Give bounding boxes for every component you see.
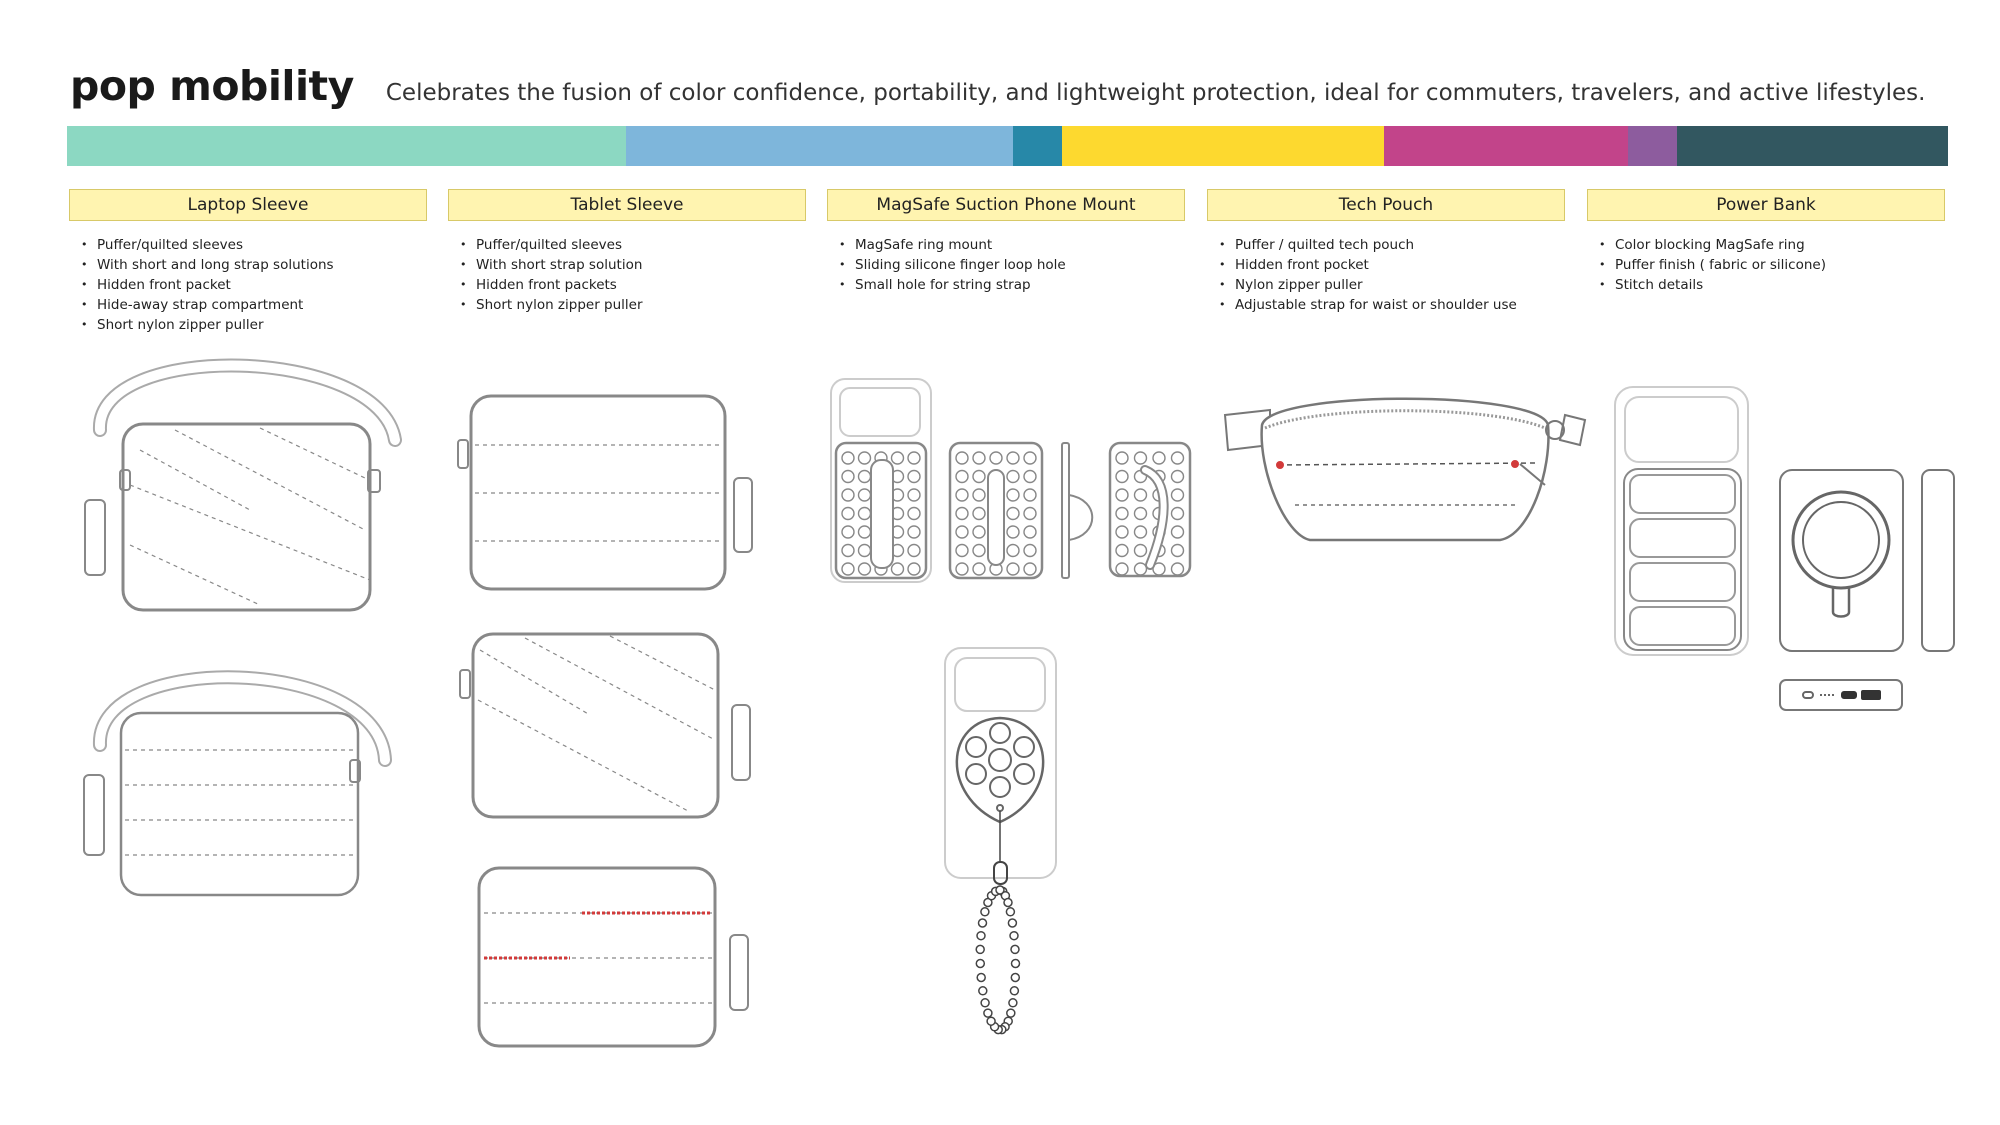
feature-item: • Puffer / quilted tech pouch xyxy=(1219,235,1565,255)
feature-item: • Puffer/quilted sleeves xyxy=(460,235,806,255)
column-title: Power Bank xyxy=(1587,189,1945,221)
feature-item: • Hidden front pocket xyxy=(1219,255,1565,275)
feature-item: • Stitch details xyxy=(1599,275,1945,295)
strap-bead xyxy=(987,1017,995,1025)
magsafe-mount-front-illustration xyxy=(950,443,1042,578)
strap-bead xyxy=(1008,919,1016,927)
strap-bead xyxy=(1006,908,1014,916)
strap-bead xyxy=(976,945,984,953)
feature-item: • Sliding silicone finger loop hole xyxy=(839,255,1185,275)
feature-item: • Short nylon zipper puller xyxy=(460,295,806,315)
strap-bead xyxy=(1012,960,1020,968)
magsafe-mount-phone-back-illustration xyxy=(831,379,931,582)
tablet-sleeve-zipper-illustration xyxy=(479,868,748,1046)
strap-bead xyxy=(1004,899,1012,907)
strap-bead xyxy=(1010,932,1018,940)
feature-item: • MagSafe ring mount xyxy=(839,235,1185,255)
column-title: Tech Pouch xyxy=(1207,189,1565,221)
column-title: MagSafe Suction Phone Mount xyxy=(827,189,1185,221)
feature-item: • Puffer/quilted sleeves xyxy=(81,235,427,255)
strap-bead xyxy=(1011,945,1019,953)
strap-bead xyxy=(976,960,984,968)
strap-bead xyxy=(981,999,989,1007)
phone-with-pop-mount-strap-illustration xyxy=(945,648,1056,1034)
feature-item: • With short strap solution xyxy=(460,255,806,275)
feature-item: • Hidden front packets xyxy=(460,275,806,295)
tablet-sleeve-diagonal-illustration xyxy=(460,634,750,817)
laptop-sleeve-horizontal-illustration xyxy=(84,677,385,895)
feature-item: • Puffer finish ( fabric or silicone) xyxy=(1599,255,1945,275)
strap-bead xyxy=(977,974,985,982)
feature-item: • Color blocking MagSafe ring xyxy=(1599,235,1945,255)
strap-bead xyxy=(1007,1009,1015,1017)
feature-item: • Nylon zipper puller xyxy=(1219,275,1565,295)
column-title: Laptop Sleeve xyxy=(69,189,427,221)
strap-bead xyxy=(977,932,985,940)
feature-item: • Adjustable strap for waist or shoulder use xyxy=(1219,295,1565,315)
power-bank-phone-illustration xyxy=(1615,387,1748,655)
power-bank-bottom-illustration xyxy=(1780,680,1902,710)
tagline: Celebrates the fusion of color confidence, portability, and lightweight protection, ideal for commuters, travelers, and active lifestyles. xyxy=(385,80,1926,106)
strap-bead xyxy=(984,1009,992,1017)
feature-item: • Small hole for string strap xyxy=(839,275,1185,295)
strap-bead xyxy=(981,908,989,916)
strap-bead xyxy=(1009,999,1017,1007)
strap-bead xyxy=(996,886,1004,894)
strap-bead xyxy=(1011,974,1019,982)
column-title: Tablet Sleeve xyxy=(448,189,806,221)
brand-title: pop mobility xyxy=(70,62,354,110)
laptop-sleeve-diagonal-illustration xyxy=(85,366,395,610)
power-bank-back-illustration xyxy=(1780,470,1903,651)
feature-item: • With short and long strap solutions xyxy=(81,255,427,275)
power-bank-side-illustration xyxy=(1922,470,1954,651)
feature-item: • Hide-away strap compartment xyxy=(81,295,427,315)
strap-bead xyxy=(1010,987,1018,995)
feature-item: • Hidden front packet xyxy=(81,275,427,295)
magsafe-mount-side-illustration xyxy=(1062,443,1092,578)
strap-bead xyxy=(979,987,987,995)
strap-bead xyxy=(979,919,987,927)
feature-item: • Short nylon zipper puller xyxy=(81,315,427,335)
tech-pouch-illustration xyxy=(1225,399,1585,540)
tablet-sleeve-horizontal-illustration xyxy=(458,396,752,589)
magsafe-mount-angled-illustration xyxy=(1110,443,1190,576)
